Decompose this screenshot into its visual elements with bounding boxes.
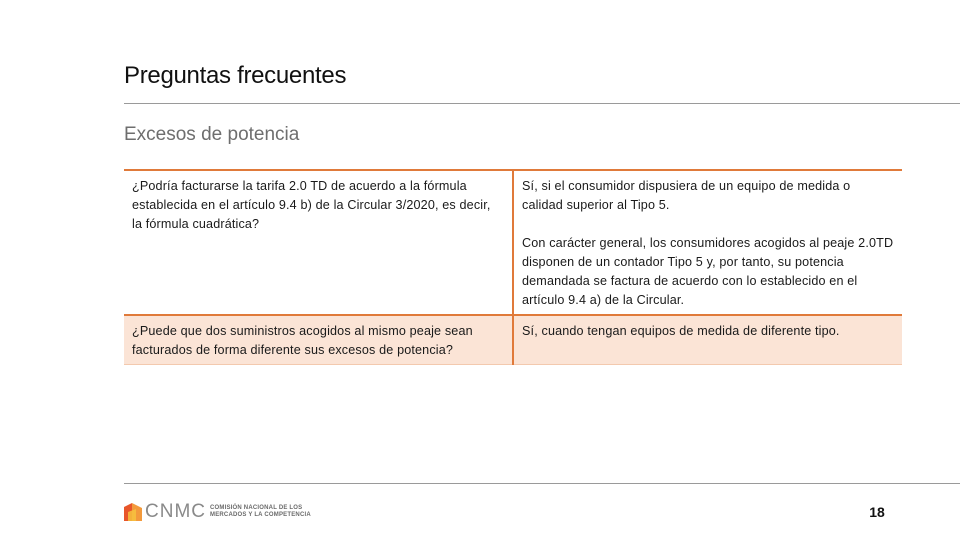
faq-answer-paragraph: Sí, si el consumidor dispusiera de un equipo de medida o calidad superior al Tipo 5. xyxy=(522,179,851,212)
logo-text-line: COMISIÓN NACIONAL DE LOS xyxy=(210,505,303,511)
faq-row xyxy=(124,315,902,365)
footer-divider xyxy=(124,483,960,484)
cnmc-logo-icon xyxy=(124,503,142,521)
section-subtitle: Excesos de potencia xyxy=(124,124,300,145)
faq-answer-paragraph: Con carácter general, los consumidores acogidos al peaje 2.0TD disponen de un contador Tipo 5 y, por tanto, su potencia demandada se factura de acuerdo con lo establecido en el artículo 9.4 a) de la Circular. xyxy=(522,236,894,307)
page-title: Preguntas frecuentes xyxy=(124,62,347,89)
faq-answer xyxy=(513,315,902,365)
cnmc-logo xyxy=(124,502,311,522)
faq-question: ¿Podría facturarse la tarifa 2.0 TD de acuerdo a la fórmula establecida en el artículo 9.4 b) de la Circular 3/2020, es decir, la fórmula cuadrática? xyxy=(124,170,513,315)
title-divider xyxy=(124,103,960,104)
faq-question: ¿Puede que dos suministros acogidos al mismo peaje sean facturados de forma diferente sus excesos de potencia? xyxy=(124,315,513,365)
faq-answer-paragraph: Sí, cuando tengan equipos de medida de diferente tipo. xyxy=(522,324,840,338)
faq-row xyxy=(124,170,902,315)
logo-text xyxy=(210,505,311,519)
logo-text-line: MERCADOS Y LA COMPETENCIA xyxy=(210,512,311,518)
page-number: 18 xyxy=(869,504,885,520)
logo-wordmark: CNMC xyxy=(145,501,206,522)
faq-table xyxy=(124,169,902,365)
faq-answer xyxy=(513,170,902,315)
